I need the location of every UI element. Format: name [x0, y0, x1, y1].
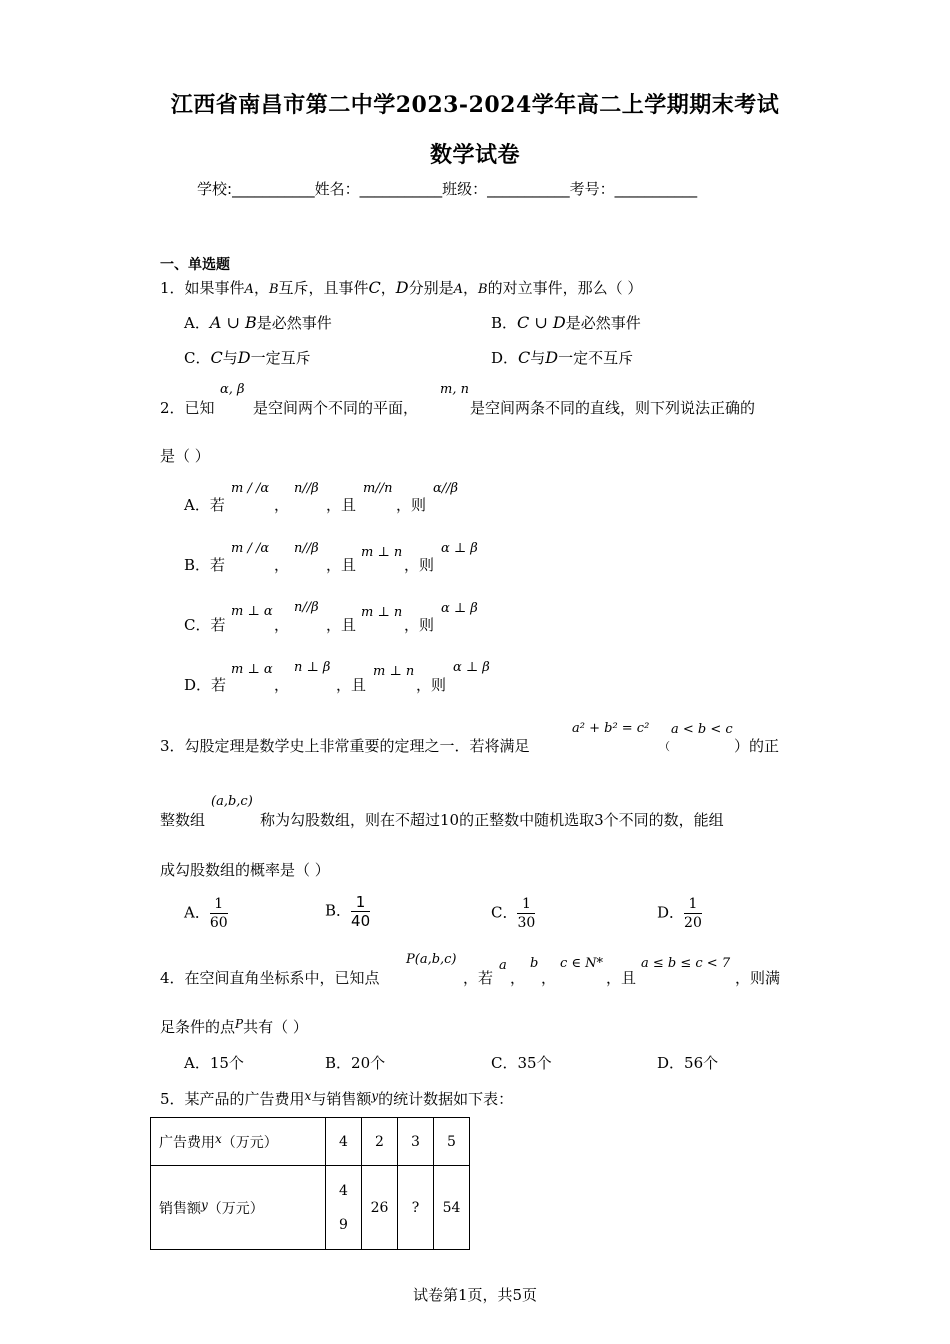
q2-option-b-then: ，则: [404, 556, 435, 574]
table-cell: 3: [398, 1118, 434, 1166]
table-row-header: [151, 1118, 326, 1166]
q5-text: 5．某产品的广告费用: [160, 1090, 305, 1108]
q2-option-b-cond2: n//β: [294, 541, 319, 556]
q5-text: 与销售额: [311, 1090, 372, 1108]
section-title: 一、单选题: [160, 257, 230, 273]
q4-option-b[interactable]: B．20个: [325, 1054, 386, 1072]
option-math: D: [545, 348, 559, 367]
q3-text: ）的正: [734, 737, 780, 755]
q2-prefix: 2．已知: [160, 399, 215, 417]
q2-option-c-cond3: m ⊥ n: [361, 605, 403, 620]
option-text: 与: [530, 349, 546, 367]
option-text: 一定互斥: [250, 349, 311, 367]
q4-text: ，且: [606, 969, 637, 987]
q3-text: 3．勾股定理是数学史上非常重要的定理之一．若将满足: [160, 737, 530, 755]
q2-option-c-then: ，则: [404, 616, 435, 634]
q4-text: ，若: [463, 969, 494, 987]
option-label: A．: [184, 314, 210, 332]
q2-option-a-sep: ，: [274, 496, 290, 514]
q4-text: 共有（ ）: [243, 1018, 308, 1036]
fraction: [517, 895, 535, 932]
q2-option-a-concl: α//β: [433, 481, 459, 496]
fraction-numerator: 1: [517, 895, 535, 914]
q4-option-c[interactable]: C．35个: [491, 1054, 552, 1072]
q4-inequality: a ≤ b ≤ c < 7: [641, 956, 731, 971]
q1-math-a: A: [244, 282, 254, 297]
q1-math-b: B: [268, 282, 279, 297]
q4-math-a: a: [499, 958, 507, 973]
q5-math-y: y: [371, 1089, 379, 1103]
q2-option-b-cond1: m / /α: [231, 541, 270, 556]
q2-option-c-label[interactable]: C．若: [184, 616, 226, 634]
q4-point: P(a,b,c): [406, 952, 457, 967]
option-math: C: [210, 348, 223, 367]
table-cell: [326, 1166, 362, 1250]
q4-math-p: P: [235, 1017, 244, 1031]
q2-option-c-and: ，且: [326, 616, 357, 634]
option-label: C．: [184, 349, 211, 367]
q2-option-d-concl: α ⊥ β: [453, 660, 490, 675]
class-blank[interactable]: ___________: [487, 180, 570, 198]
q4-text: ，: [510, 969, 526, 987]
q2-option-d-cond1: m ⊥ α: [231, 662, 273, 677]
q3-text: 称为勾股数组，则在不超过10的正整数中随机选取3个不同的数，能组: [260, 811, 724, 829]
fraction-denominator: 20: [684, 915, 702, 931]
option-label: D．: [657, 903, 685, 922]
q2-option-d-sep: ，: [274, 676, 290, 694]
q2-option-d-and: ，且: [336, 676, 367, 694]
q3-option-a[interactable]: [184, 895, 228, 932]
data-table: [150, 1117, 470, 1250]
q1-text: 的对立事件，那么（ ）: [487, 279, 643, 297]
table-row: [151, 1118, 470, 1166]
q3-option-b[interactable]: [325, 893, 370, 930]
q4-text: 足条件的点: [160, 1018, 236, 1036]
option-label: A．: [184, 903, 210, 922]
fraction-denominator: 60: [209, 915, 228, 931]
q2-option-a-label[interactable]: A．若: [184, 496, 225, 514]
q2-text: 是空间两个不同的平面，: [253, 399, 419, 417]
q2-option-a-then: ，则: [396, 496, 427, 514]
q4-text: ，则满: [735, 969, 781, 987]
table-cell: 4: [326, 1118, 362, 1166]
q2-math-planes: α, β: [220, 382, 245, 397]
q3-triple: (a,b,c): [211, 794, 253, 809]
fraction: [684, 895, 702, 932]
fraction-denominator: 30: [517, 915, 536, 931]
exam-number-label: 考号：: [569, 180, 615, 198]
q4-math-c: c ∈ N*: [560, 956, 604, 971]
q2-option-c-cond1: m ⊥ α: [231, 604, 273, 619]
fraction-numerator: 1: [210, 895, 228, 914]
q2-option-c-cond2: n//β: [294, 600, 319, 615]
q1-text: ，: [253, 279, 269, 297]
q5-stem: [160, 1088, 513, 1109]
table-row-header: [151, 1166, 326, 1250]
q4-option-d[interactable]: D．56个: [657, 1054, 719, 1072]
q2-option-b-label[interactable]: B．若: [184, 556, 226, 574]
page-title: 江西省南昌市第二中学2023-2024学年高二上学期期末考试: [170, 92, 780, 118]
cell-text: 9: [339, 1216, 348, 1233]
q3-condition: a < b < c: [671, 722, 733, 737]
q2-text: 是空间两条不同的直线，则下列说法正确的: [470, 399, 756, 417]
q3-text: 整数组: [160, 811, 206, 829]
option-math: C: [518, 348, 531, 367]
option-label: C．: [491, 903, 518, 922]
school-blank[interactable]: ___________: [232, 180, 315, 198]
q2-option-a-and: ，且: [326, 496, 357, 514]
q4-math-b: b: [530, 956, 539, 971]
q2-option-c-sep: ，: [274, 616, 290, 634]
q3-option-d[interactable]: [657, 895, 702, 932]
option-label: B．: [491, 314, 518, 332]
question-1-stem: [160, 277, 642, 298]
cell-text: （万元）: [207, 1200, 264, 1217]
name-blank[interactable]: ___________: [359, 180, 443, 198]
option-math: D: [237, 348, 251, 367]
info-fields: [197, 178, 697, 199]
q1-text: 1．如果事件: [160, 279, 245, 297]
q2-option-b-cond3: m ⊥ n: [361, 545, 403, 560]
q2-option-d-then: ，则: [416, 676, 447, 694]
option-math: C ∪ D: [517, 313, 566, 332]
q1-text: ，: [380, 279, 396, 297]
q2-option-b-concl: α ⊥ β: [441, 541, 478, 556]
q2-option-d-cond2: n ⊥ β: [294, 660, 331, 675]
option-text: 是必然事件: [565, 314, 641, 332]
fraction-numerator: 1: [684, 895, 702, 914]
q4-text: ，: [541, 969, 557, 987]
cell-text: 广告费用: [159, 1134, 215, 1151]
q1-text: 分别是: [408, 279, 454, 297]
option-text: 与: [222, 349, 238, 367]
table-cell: 2: [362, 1118, 398, 1166]
cell-text: 销售额: [159, 1200, 201, 1217]
q2-option-a-cond1: m / /α: [231, 481, 270, 496]
q3-paren-open: （: [659, 740, 670, 753]
option-label: D．: [491, 349, 519, 367]
q4-option-a[interactable]: A．15个: [184, 1054, 244, 1072]
exam-number-blank[interactable]: ___________: [614, 180, 698, 198]
cell-text: （万元）: [221, 1134, 278, 1151]
q1-text: ，: [463, 279, 479, 297]
q2-option-a-cond2: n//β: [294, 481, 319, 496]
table-cell: 5: [434, 1118, 470, 1166]
table-cell: 26: [362, 1166, 398, 1250]
option-math: A ∪ B: [209, 313, 257, 332]
q2-option-d-cond3: m ⊥ n: [373, 664, 415, 679]
q1-math-a: A: [453, 282, 464, 297]
name-label: 姓名：: [314, 180, 360, 198]
q3-text: 成勾股数组的概率是（ ）: [160, 861, 330, 879]
class-label: 班级：: [442, 180, 488, 198]
q3-option-c[interactable]: [491, 895, 535, 932]
q2-math-lines: m, n: [440, 382, 469, 397]
q1-option-a[interactable]: [184, 312, 332, 333]
cell-text: 4: [339, 1182, 348, 1199]
q1-math-d: D: [395, 278, 409, 297]
fraction: [351, 893, 370, 930]
table-cell: 54: [434, 1166, 470, 1250]
table-cell: ?: [398, 1166, 434, 1250]
q4-text: 4．在空间直角坐标系中，已知点: [160, 969, 380, 987]
page-subtitle: 数学试卷: [429, 142, 520, 168]
q2-option-a-cond3: m//n: [363, 481, 393, 496]
q1-text: 互斥，且事件: [278, 279, 369, 297]
option-text: 是必然事件: [256, 314, 332, 332]
school-label: 学校:: [197, 180, 233, 198]
page-footer: 试卷第1页，共5页: [412, 1286, 538, 1304]
q2-option-d-label[interactable]: D．若: [184, 676, 227, 694]
fraction: [210, 895, 228, 932]
q5-text: 的统计数据如下表：: [378, 1090, 514, 1108]
q5-math-x: x: [304, 1089, 312, 1103]
q3-equation: a² + b² = c²: [572, 721, 650, 736]
fraction-denominator: 40: [351, 912, 371, 930]
q1-option-b[interactable]: [491, 312, 641, 333]
option-label: B．: [325, 901, 352, 920]
q2-option-c-concl: α ⊥ β: [441, 601, 478, 616]
fraction-numerator: 1: [351, 893, 370, 912]
q2-text-line2: 是（ ）: [160, 447, 210, 465]
q2-option-b-and: ，且: [326, 556, 357, 574]
cell-math-y: y: [201, 1197, 208, 1212]
q4-line2: [160, 1016, 308, 1037]
q1-math-b: B: [478, 282, 488, 297]
q1-math-c: C: [368, 278, 381, 297]
q2-option-b-sep: ，: [274, 556, 290, 574]
option-text: 一定不互斥: [558, 349, 634, 367]
q1-option-d[interactable]: [491, 347, 633, 368]
table-row: [151, 1166, 470, 1250]
cell-math-x: x: [215, 1131, 222, 1146]
q1-option-c[interactable]: [184, 347, 311, 368]
